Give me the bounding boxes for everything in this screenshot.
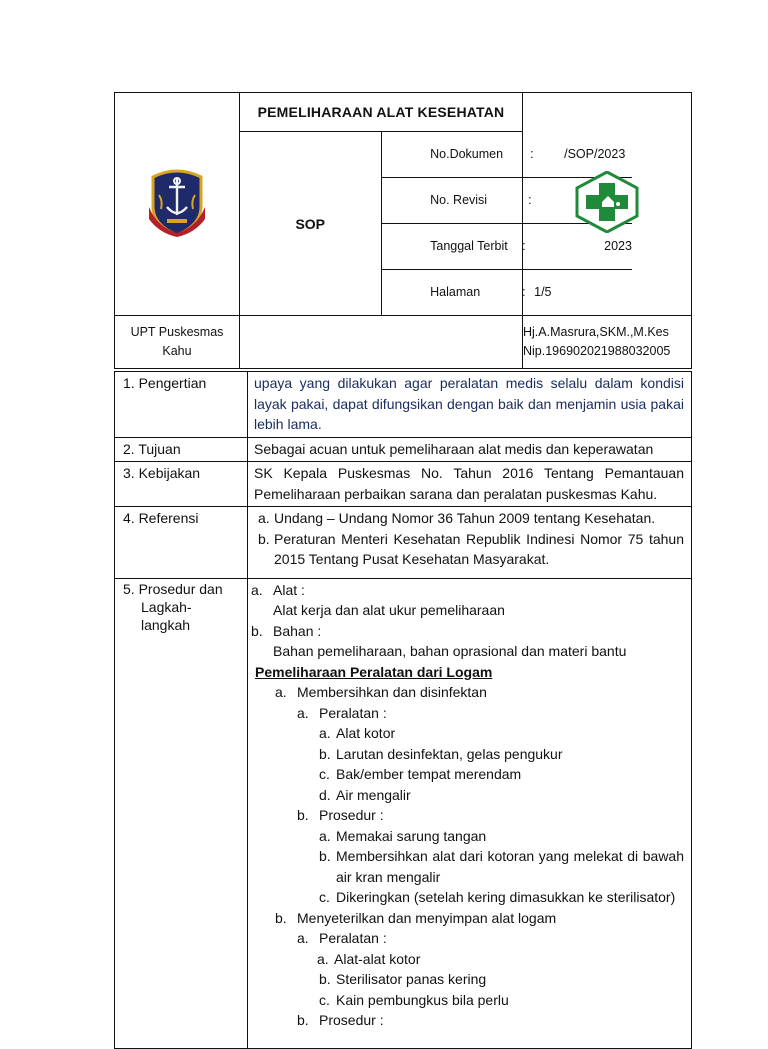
list-item (251, 744, 684, 765)
blank-cell (240, 316, 523, 369)
meta-value: 2023 (604, 239, 632, 253)
list-marker: c. (319, 991, 330, 1008)
list-marker: c. (319, 889, 330, 905)
list-marker: a. (258, 510, 270, 526)
regency-logo-cell (115, 93, 240, 316)
list-text: Larutan desinfektan, gelas pengukur (336, 745, 563, 762)
list-marker: b. (319, 745, 331, 762)
list-item (251, 682, 684, 703)
meta-sep: : (522, 239, 526, 253)
meta-value: 1/5 (534, 285, 552, 299)
list-marker: d. (319, 786, 331, 803)
list-text: Air mengalir (336, 786, 411, 803)
list-marker: b. (297, 807, 309, 823)
list-text: Peralatan : (319, 704, 387, 721)
list-text: Undang – Undang Nomor 36 Tahun 2009 tentang Kesehatan. (274, 510, 656, 526)
section-label (115, 578, 248, 1048)
list-marker: a. (251, 581, 263, 598)
list-marker: b. (275, 909, 287, 926)
procedure-content (248, 578, 692, 1048)
section-text: SK Kepala Puskesmas No. Tahun 2016 Tentang Pemantauan Pemeliharaan perbaikan sarana dan peralatan puskesmas Kahu. (248, 462, 692, 507)
list-item (251, 887, 684, 908)
label-line: langkah (141, 616, 191, 633)
signer-nip: Nip.196902021988032005 (523, 344, 671, 358)
list-text: Bak/ember tempat merendam (336, 766, 522, 782)
section-label: 4. Referensi (115, 507, 248, 579)
list-text: Alat-alat kotor (334, 950, 421, 967)
meta-value: /SOP/2023 (564, 147, 626, 161)
list-marker: b. (297, 1012, 309, 1028)
meta-label: Halaman (430, 285, 481, 299)
section-list (248, 507, 692, 579)
list-text: Menyeterilkan dan menyimpan alat logam (297, 909, 557, 926)
list-marker: b. (251, 622, 263, 639)
section-kebijakan (115, 462, 692, 507)
list-marker: b. (258, 530, 270, 547)
list-text: Alat : (273, 581, 305, 598)
sop-document (114, 92, 692, 1049)
list-text: Prosedur : (319, 1012, 384, 1028)
puskesmas-cross-icon (572, 171, 642, 233)
unit-name (115, 316, 240, 369)
subsection-heading: Pemeliharaan Peralatan dari Logam (255, 663, 493, 680)
list-item (251, 1010, 684, 1031)
label-line: Lagkah- (141, 598, 192, 615)
list-text: Peralatan : (319, 930, 387, 946)
sop-label: SOP (240, 132, 382, 316)
list-marker: a. (319, 725, 331, 741)
section-label: 2. Tujuan (115, 437, 248, 462)
list-text: Membersihkan alat dari kotoran yang melekat di bawah air kran mengalir (336, 848, 684, 885)
list-item (251, 826, 684, 847)
list-item (251, 908, 684, 929)
list-marker: a. (319, 827, 331, 844)
list-text: Kain pembungkus bila perlu (336, 991, 509, 1008)
meta-label: Tanggal Terbit (430, 239, 508, 253)
section-pengertian (115, 372, 692, 438)
meta-sep: : (530, 147, 534, 161)
meta-sep: : (522, 285, 526, 299)
list-marker: a. (297, 704, 309, 721)
section-tujuan (115, 437, 692, 462)
sop-header (114, 92, 692, 369)
list-item (251, 928, 684, 949)
list-text: Dikeringkan (setelah kering dimasukkan ke sterilisator) (336, 889, 676, 905)
list-text: Membersihkan dan disinfektan (297, 684, 487, 700)
list-text: Sterilisator panas kering (336, 971, 487, 987)
list-item (251, 949, 684, 970)
list-item (251, 621, 684, 642)
section-referensi (115, 507, 692, 579)
list-subtext: Bahan pemeliharaan, bahan oprasional dan materi bantu (273, 643, 627, 659)
section-text: upaya yang dilakukan agar peralatan medis selalu dalam kondisi layak pakai, dapat difungsikan dengan baik dan menjamin usia pakai lebih lama. (248, 372, 692, 438)
list-item (251, 785, 684, 806)
list-marker: b. (319, 971, 331, 987)
list-text: Bahan : (273, 622, 322, 639)
list-marker: c. (319, 766, 330, 782)
list-text: Peraturan Menteri Kesehatan Republik Indinesi Nomor 75 tahun 2015 Tentang Pusat Kesehatan Masyarakat. (274, 530, 684, 567)
list-item (251, 805, 684, 826)
list-item (251, 969, 684, 990)
section-text: Sebagai acuan untuk pemeliharaan alat medis dan keperawatan (248, 437, 692, 462)
unit-line: Kahu (162, 344, 192, 358)
meta-label: No.Dokumen (430, 147, 504, 161)
list-item (251, 580, 684, 601)
list-item (251, 990, 684, 1011)
signature-block (523, 316, 692, 369)
list-marker: a. (275, 684, 287, 700)
meta-label: No. Revisi (430, 193, 488, 207)
list-item (251, 723, 684, 744)
signer-name: Hj.A.Masrura,SKM.,M.Kes (523, 325, 669, 339)
list-item (258, 508, 684, 529)
list-text: Prosedur : (319, 807, 384, 823)
section-label: 1. Pengertian (115, 372, 248, 438)
list-text: Memakai sarung tangan (336, 827, 487, 844)
document-meta (381, 132, 632, 316)
document-title: PEMELIHARAAN ALAT KESEHATAN (240, 93, 523, 132)
list-item (251, 846, 684, 887)
list-marker: a. (297, 930, 309, 946)
meta-sep: : (528, 193, 532, 207)
meta-row-halaman (382, 270, 632, 316)
list-item (251, 764, 684, 785)
list-item (251, 703, 684, 724)
list-marker: a. (317, 950, 329, 967)
list-item (258, 529, 684, 570)
section-label: 3. Kebijakan (115, 462, 248, 507)
unit-line: UPT Puskesmas (130, 325, 224, 339)
regency-emblem-icon (147, 167, 207, 237)
list-marker: b. (319, 848, 331, 864)
section-prosedur (115, 578, 692, 1048)
label-line: 5. Prosedur dan (123, 580, 223, 597)
sop-body (114, 371, 692, 1049)
list-subtext: Alat kerja dan alat ukur pemeliharaan (273, 602, 505, 618)
list-text: Alat kotor (336, 725, 396, 741)
